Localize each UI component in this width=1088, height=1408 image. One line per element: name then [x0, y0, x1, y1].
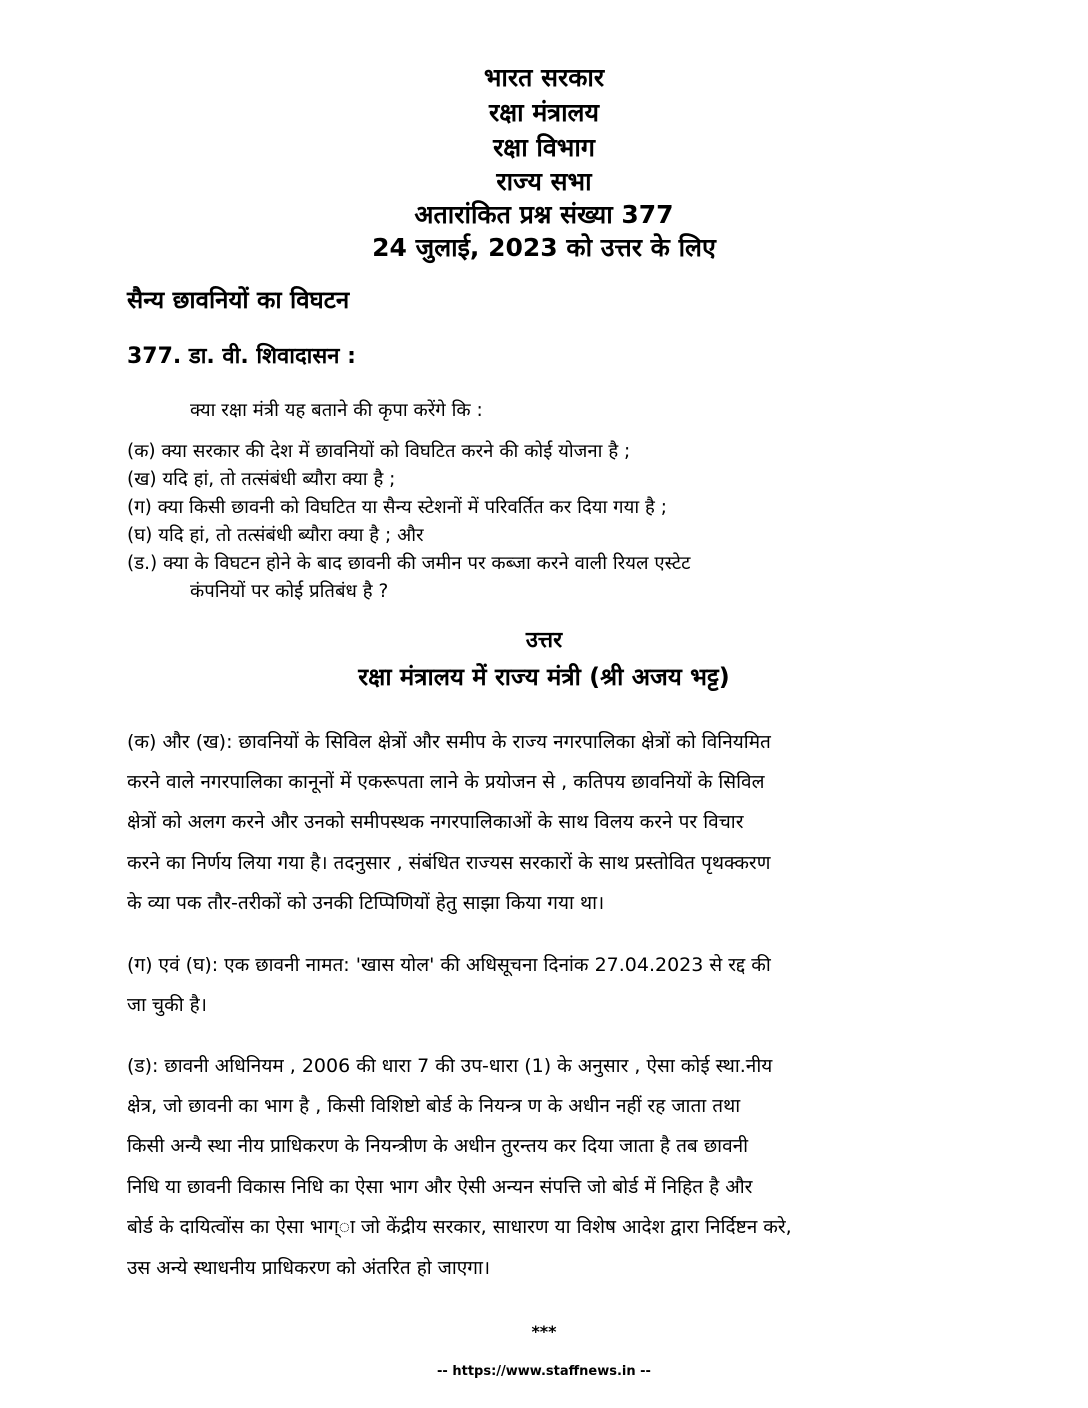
end-mark: *** [531, 1322, 557, 1341]
answer-line: बोर्ड के दायित्वोंस का ऐसा भाग्ा जो केंद्रीय सरकार, साधारण या विशेष आदेश द्वारा निर्दिष्टन करे, [127, 1216, 792, 1238]
answer-heading: उत्तर [525, 628, 563, 653]
answer-line: करने का निर्णय लिया गया है। तदनुसार , संबंधित राज्यस सरकारों के साथ प्रस्ताेवित पृथक्करण [127, 852, 771, 874]
question-item: (क) क्या सरकार की देश में छावनियों को विघटित करने की कोई योजना है ; [127, 441, 631, 462]
answer-line: किसी अन्यै स्था नीय प्राधिकरण के नियन्त्रीण के अधीन तुरन्तय कर दिया जाता है तब छावनी [127, 1135, 749, 1157]
answer-line: (क) और (ख): छावनियों के सिविल क्षेत्रों और समीप के राज्य नगरपालिका क्षेत्रों को विनियमित [127, 731, 771, 753]
answer-line: जा चुकी है। [127, 994, 207, 1016]
answer-line: निधि या छावनी विकास निधि का ऐसा भाग और ऐसी अन्यन संपत्ति जो बोर्ड में निहित है और [127, 1176, 753, 1198]
question-item: (ड.) क्या के विघटन होने के बाद छावनी की जमीन पर कब्जा करने वाली रियल एस्टेट [127, 553, 691, 574]
question-item: (ग) क्या किसी छावनी को विघटित या सैन्य स्टेशनों में परिवर्तित कर दिया गया है ; [127, 497, 667, 518]
header-answer-date: 24 जुलाई, 2023 को उत्तर के लिए [372, 233, 716, 262]
answer-line: (ग) एवं (घ): एक छावनी नामत: 'खास योल' की अधिसूचना दिनांक 27.04.2023 से रद्द की [127, 954, 771, 976]
header-department: रक्षा विभाग [493, 133, 595, 162]
header-government: भारत सरकार [483, 63, 605, 92]
answer-line: उस अन्ये स्थाधनीय प्राधिकरण को अंतरित हो जाएगा। [127, 1257, 491, 1279]
header-question-number: अतारांकित प्रश्न संख्या 377 [414, 200, 674, 229]
answer-line: क्षेत्रों को अलग करने और उनको समीपस्थक नगरपालिकाओं के साथ विलय करने पर विचार [127, 811, 744, 833]
question-intro: क्या रक्षा मंत्री यह बताने की कृपा करेंगे कि : [190, 400, 483, 421]
answer-line: के व्या पक तौर-तरीकों को उनकी टिप्पिणियों हेतु साझा किया गया था। [127, 892, 605, 914]
question-item-continuation: कंपनियों पर कोई प्रतिबंध है ? [190, 581, 389, 602]
footer-source-link[interactable]: -- https://www.staffnews.in -- [437, 1364, 651, 1379]
question-asker: 377. डा. वी. शिवादासन : [127, 344, 356, 369]
answer-line: (ड): छावनी अधिनियम , 2006 की धारा 7 की उप-धारा (1) के अनुसार , ऐसा कोई स्था.नीय [127, 1055, 773, 1077]
answer-minister: रक्षा मंत्रालय में राज्य मंत्री (श्री अजय भट्ट) [358, 663, 730, 691]
header-ministry: रक्षा मंत्रालय [488, 98, 599, 127]
question-item: (ख) यदि हां, तो तत्संबंधी ब्यौरा क्या है ; [127, 469, 396, 490]
answer-line: क्षेत्र, जो छावनी का भाग है , किसी विशिष्टो बोर्ड के नियन्त्र ण के अधीन नहीं रह जाता तथा [127, 1095, 741, 1117]
answer-line: करने वाले नगरपालिका कानूनों में एकरूपता लाने के प्रयोजन से , कतिपय छावनियों के सिविल [127, 771, 765, 793]
question-item: (घ) यदि हां, तो तत्संबंधी ब्यौरा क्या है ; और [127, 525, 424, 546]
subject-title: सैन्य छावनियों का विघटन [127, 286, 350, 314]
header-house: राज्य सभा [496, 167, 592, 196]
